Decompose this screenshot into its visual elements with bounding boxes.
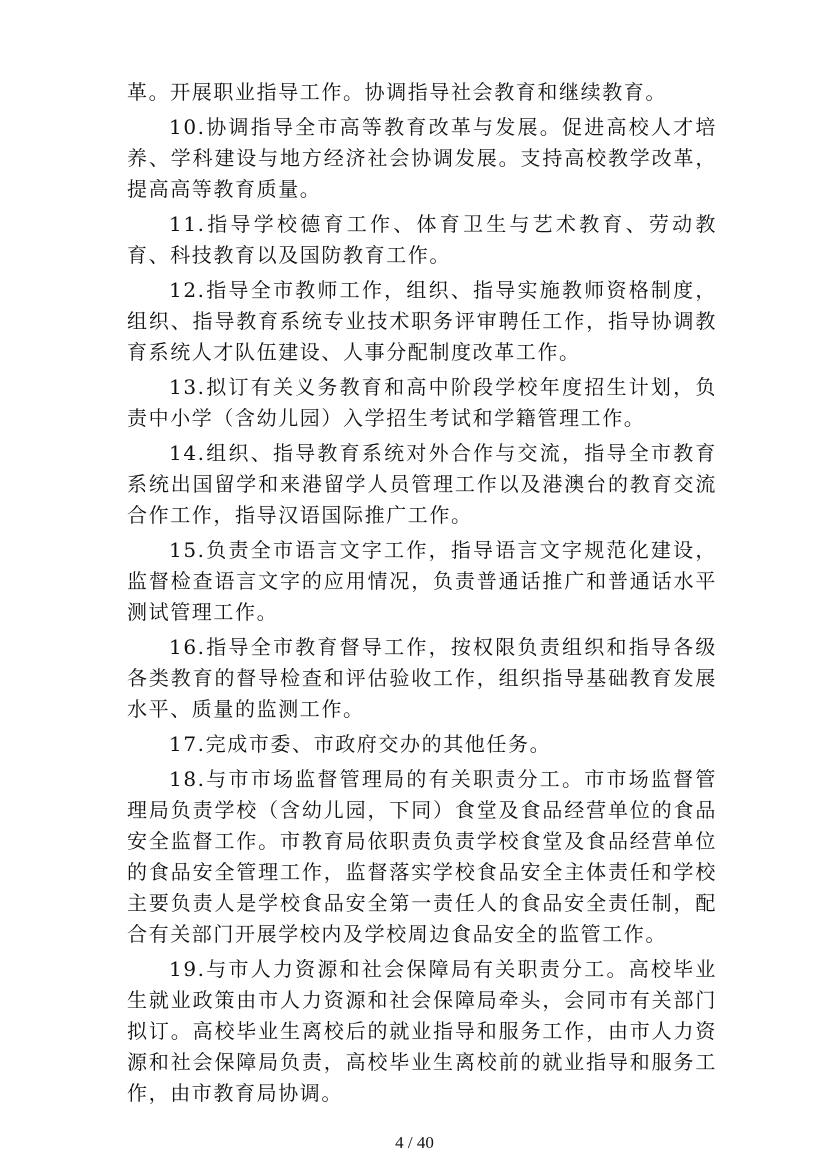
page-number: 4 / 40	[395, 1133, 434, 1152]
paragraph-item-18: 18.与市市场监督管理局的有关职责分工。市市场监督管理局负责学校（含幼儿园，下同）食堂及食品经营单位的食品安全监督工作。市教育局依职责负责学校食堂及食品经营单位的食品安全管理工作，监督落实学校食品安全主体责任和学校主要负责人是学校食品安全第一责任人的食品安全责任制，配合有关部门开展学校内及学校周边食品安全的监管工作。	[127, 767, 717, 946]
paragraph-item-13: 13.拟订有关义务教育和高中阶段学校年度招生计划，负责中小学（含幼儿园）入学招生考试和学籍管理工作。	[127, 375, 717, 430]
paragraph-item-14: 14.组织、指导教育系统对外合作与交流，指导全市教育系统出国留学和来港留学人员管理工作以及港澳台的教育交流合作工作，指导汉语国际推广工作。	[127, 441, 717, 527]
paragraph-item-17: 17.完成市委、市政府交办的其他任务。	[169, 732, 552, 756]
paragraph-item-19: 19.与市人力资源和社会保障局有关职责分工。高校毕业生就业政策由市人力资源和社会保障局牵头，会同市有关部门拟订。高校毕业生离校后的就业指导和服务工作，由市人力资源和社会保障局负责，高校毕业生离校前的就业指导和服务工作，由市教育局协调。	[127, 957, 717, 1105]
paragraph-item-11: 11.指导学校德育工作、体育卫生与艺术教育、劳动教育、科技教育以及国防教育工作。	[127, 212, 717, 267]
document-body	[127, 77, 717, 1113]
paragraph-item-15: 15.负责全市语言文字工作，指导语言文字规范化建设，监督检查语言文字的应用情况，负责普通话推广和普通话水平测试管理工作。	[127, 538, 717, 624]
paragraph-item-10: 10.协调指导全市高等教育改革与发展。促进高校人才培养、学科建设与地方经济社会协调发展。支持高校教学改革，提高高等教育质量。	[127, 115, 717, 201]
paragraph-item-16: 16.指导全市教育督导工作，按权限负责组织和指导各级各类教育的督导检查和评估验收工作，组织指导基础教育发展水平、质量的监测工作。	[127, 635, 717, 721]
paragraph-item-12: 12.指导全市教师工作，组织、指导实施教师资格制度，组织、指导教育系统专业技术职务评审聘任工作，指导协调教育系统人才队伍建设、人事分配制度改革工作。	[127, 278, 717, 364]
paragraph-continuation: 革。开展职业指导工作。协调指导社会教育和继续教育。	[127, 80, 667, 104]
